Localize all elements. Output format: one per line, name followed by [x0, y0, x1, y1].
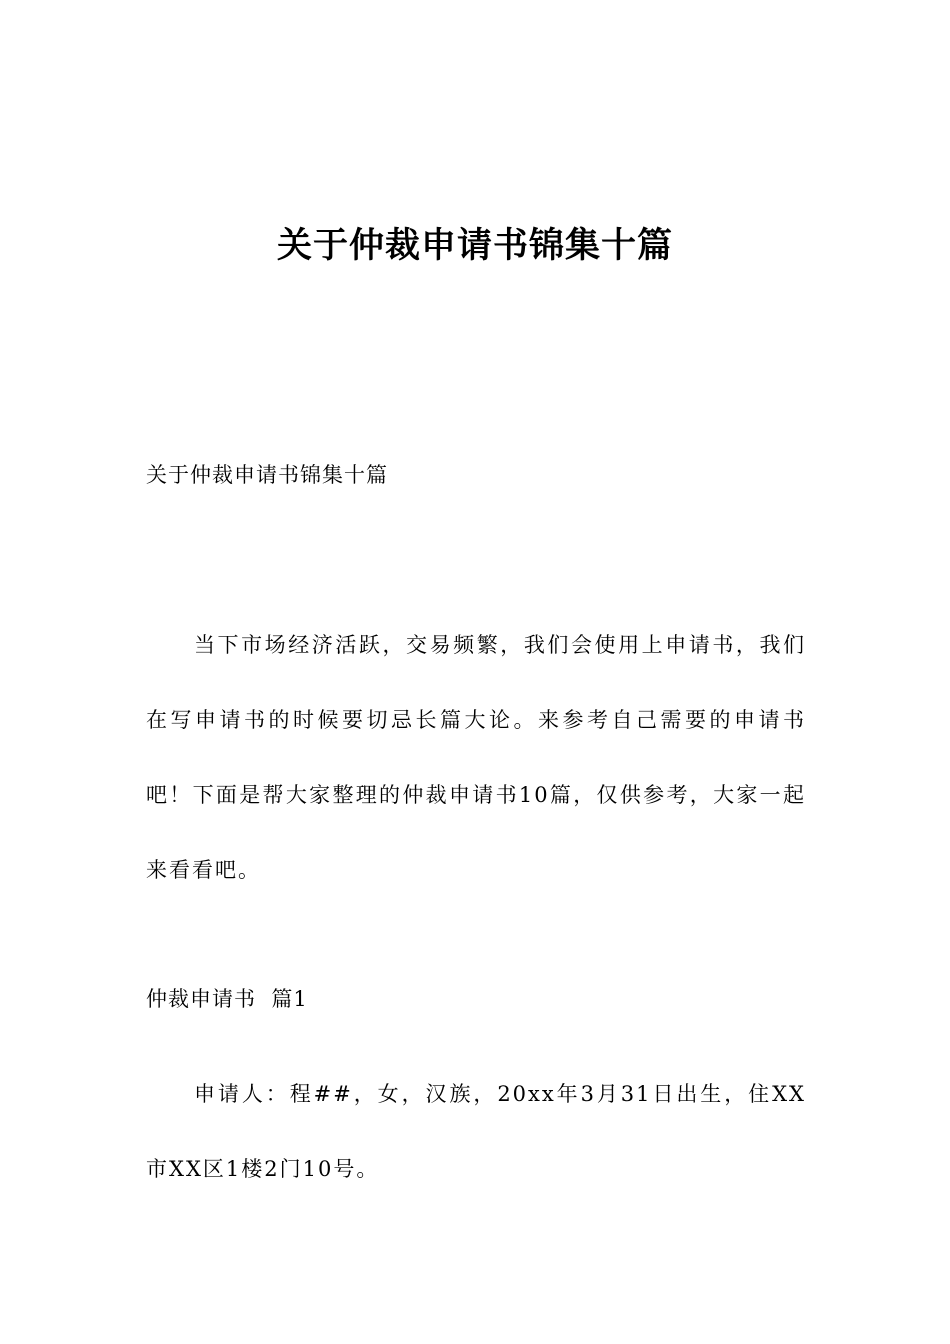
intro-paragraph: 当下市场经济活跃，交易频繁，我们会使用上申请书，我们在写申请书的时候要切忌长篇大论。来参考自己需要的申请书吧！下面是帮大家整理的仲裁申请书10篇，仅供参考，大家一起来看看吧。 — [146, 633, 806, 882]
applicant-paragraph: 申请人：程##，女，汉族，20xx年3月31日出生，住XX市XX区1楼2门10号。 — [146, 1082, 806, 1181]
document-title: 关于仲裁申请书锦集十篇 — [276, 226, 673, 266]
section-heading: 仲裁申请书 篇1 — [146, 987, 308, 1011]
document-subtitle: 关于仲裁申请书锦集十篇 — [146, 463, 388, 487]
